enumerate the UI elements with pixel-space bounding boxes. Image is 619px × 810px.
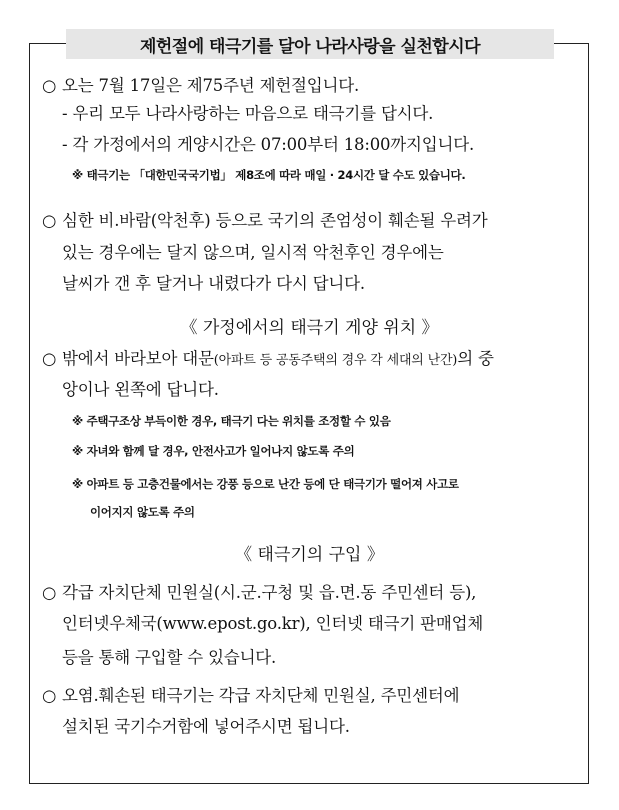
section2-line2: 있는 경우에는 달지 않으며, 일시적 악천후인 경우에는	[62, 243, 444, 262]
section3-text1c: 의 중	[457, 349, 494, 368]
section1-text1: 오는 7월 17일은 제75주년 제헌절입니다.	[62, 76, 360, 95]
section1-line2: - 우리 모두 나라사랑하는 마음으로 태극기를 답시다.	[62, 104, 434, 123]
section1-note: ※ 태극기는 「대한민국국기법」 제8조에 따라 매일 · 24시간 달 수도 있습니다.	[72, 168, 466, 182]
bullet-circle-icon: ○	[42, 686, 57, 705]
bullet-circle-icon: ○	[42, 76, 57, 95]
document-title: 제헌절에 태극기를 달아 나라사랑을 실천합시다	[66, 29, 554, 59]
section2-line1	[42, 207, 488, 231]
section2-line3: 날씨가 갠 후 달거나 내렸다가 다시 답니다.	[62, 274, 365, 293]
section4-line1	[42, 579, 476, 603]
bullet-circle-icon: ○	[42, 211, 57, 230]
section3-line1	[42, 345, 494, 369]
section1-line3: - 각 가정에서의 게양시간은 07:00부터 18:00까지입니다.	[62, 135, 475, 154]
section5-text1: 오염.훼손된 태극기는 각급 자치단체 민원실, 주민센터에	[62, 686, 460, 705]
section3-text1a: 밖에서 바라보아 대문	[62, 349, 214, 368]
section5-line1	[42, 682, 459, 706]
heading-flag-purchase: 《 태극기의 구입 》	[235, 545, 384, 565]
section1-line1	[42, 72, 359, 96]
bullet-circle-icon: ○	[42, 349, 57, 368]
section3-note3a: ※ 아파트 등 고층건물에서는 강풍 등으로 난간 등에 단 태극기가 떨어져 사고로	[72, 477, 459, 491]
section5-line2: 설치된 국기수거함에 넣어주시면 됩니다.	[62, 717, 350, 736]
section3-note3b: 이어지지 않도록 주의	[90, 505, 195, 519]
section3-note1: ※ 주택구조상 부득이한 경우, 태극기 다는 위치를 조정할 수 있음	[72, 414, 391, 428]
heading-flag-position: 《 가정에서의 태극기 게양 위치 》	[180, 318, 439, 338]
section4-line2: 인터넷우체국(www.epost.go.kr), 인터넷 태극기 판매업체	[62, 614, 484, 633]
section2-text1: 심한 비.바람(악천후) 등으로 국기의 존엄성이 훼손될 우려가	[62, 211, 488, 230]
section4-line3: 등을 통해 구입할 수 있습니다.	[62, 648, 277, 667]
section3-line2: 앙이나 왼쪽에 답니다.	[62, 380, 219, 399]
bullet-circle-icon: ○	[42, 583, 57, 602]
section3-note2: ※ 자녀와 함께 달 경우, 안전사고가 일어나지 않도록 주의	[72, 444, 355, 458]
section4-text1: 각급 자치단체 민원실(시.군.구청 및 읍.면.동 주민센터 등),	[62, 583, 477, 602]
section3-text1b: (아파트 등 공동주택의 경우 각 세대의 난간)	[213, 353, 458, 368]
